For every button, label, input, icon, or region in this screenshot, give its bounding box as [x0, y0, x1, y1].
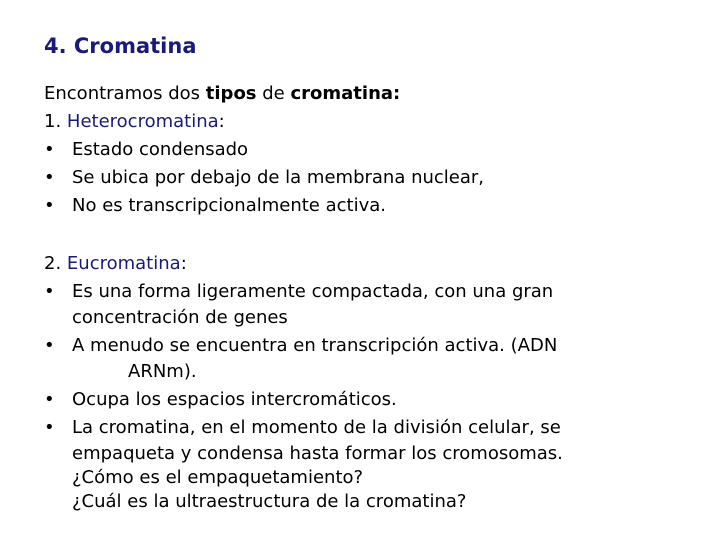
section2-number: 2. [44, 253, 62, 274]
intro-line [44, 81, 400, 107]
bullet-dot: • [44, 167, 55, 188]
section1-colon: : [218, 111, 225, 132]
section2-title: Eucromatina [66, 253, 181, 274]
bullet-dot: • [44, 389, 55, 410]
section2-bullet-4-line-2: empaqueta y condensa hasta formar los cromosomas. [72, 443, 563, 464]
section2-bullet-2-line-2: ARNm). [128, 361, 197, 382]
bullet-dot: • [44, 281, 55, 302]
section2-bullet-3-line-1: Ocupa los espacios intercromáticos. [72, 389, 397, 410]
section1-bullet-1: Estado condensado [72, 139, 249, 160]
intro-bold-cromatina: cromatina: [290, 83, 401, 104]
section1-number: 1. [44, 111, 62, 132]
intro-middle: de [256, 83, 291, 104]
section2-bullet-4-line-3: ¿Cómo es el empaquetamiento? [72, 467, 364, 488]
section2-bullet-1-line-2: concentración de genes [72, 307, 288, 328]
section2-bullet-4-line-4: ¿Cuál es la ultraestructura de la cromatina? [72, 491, 467, 512]
section2-colon: : [180, 253, 187, 274]
intro-prefix: Encontramos dos [44, 83, 206, 104]
section1-title: Heterocromatina [66, 111, 219, 132]
section1-heading [44, 109, 225, 135]
section1-bullet-2: Se ubica por debajo de la membrana nuclear, [72, 167, 485, 188]
slide-title: 4. Cromatina [44, 34, 197, 58]
bullet-dot: • [44, 335, 55, 356]
bullet-dot: • [44, 139, 55, 160]
section2-bullet-4-line-1: La cromatina, en el momento de la división celular, se [72, 417, 561, 438]
section2-bullet-1-line-1: Es una forma ligeramente compactada, con una gran [72, 281, 554, 302]
intro-bold-tipos: tipos [205, 83, 257, 104]
bullet-dot: • [44, 417, 55, 438]
section2-heading [44, 251, 187, 277]
section1-bullet-3: No es transcripcionalmente activa. [72, 195, 386, 216]
section2-bullet-2-line-1: A menudo se encuentra en transcripción activa. (ADN [72, 335, 558, 356]
bullet-dot: • [44, 195, 55, 216]
